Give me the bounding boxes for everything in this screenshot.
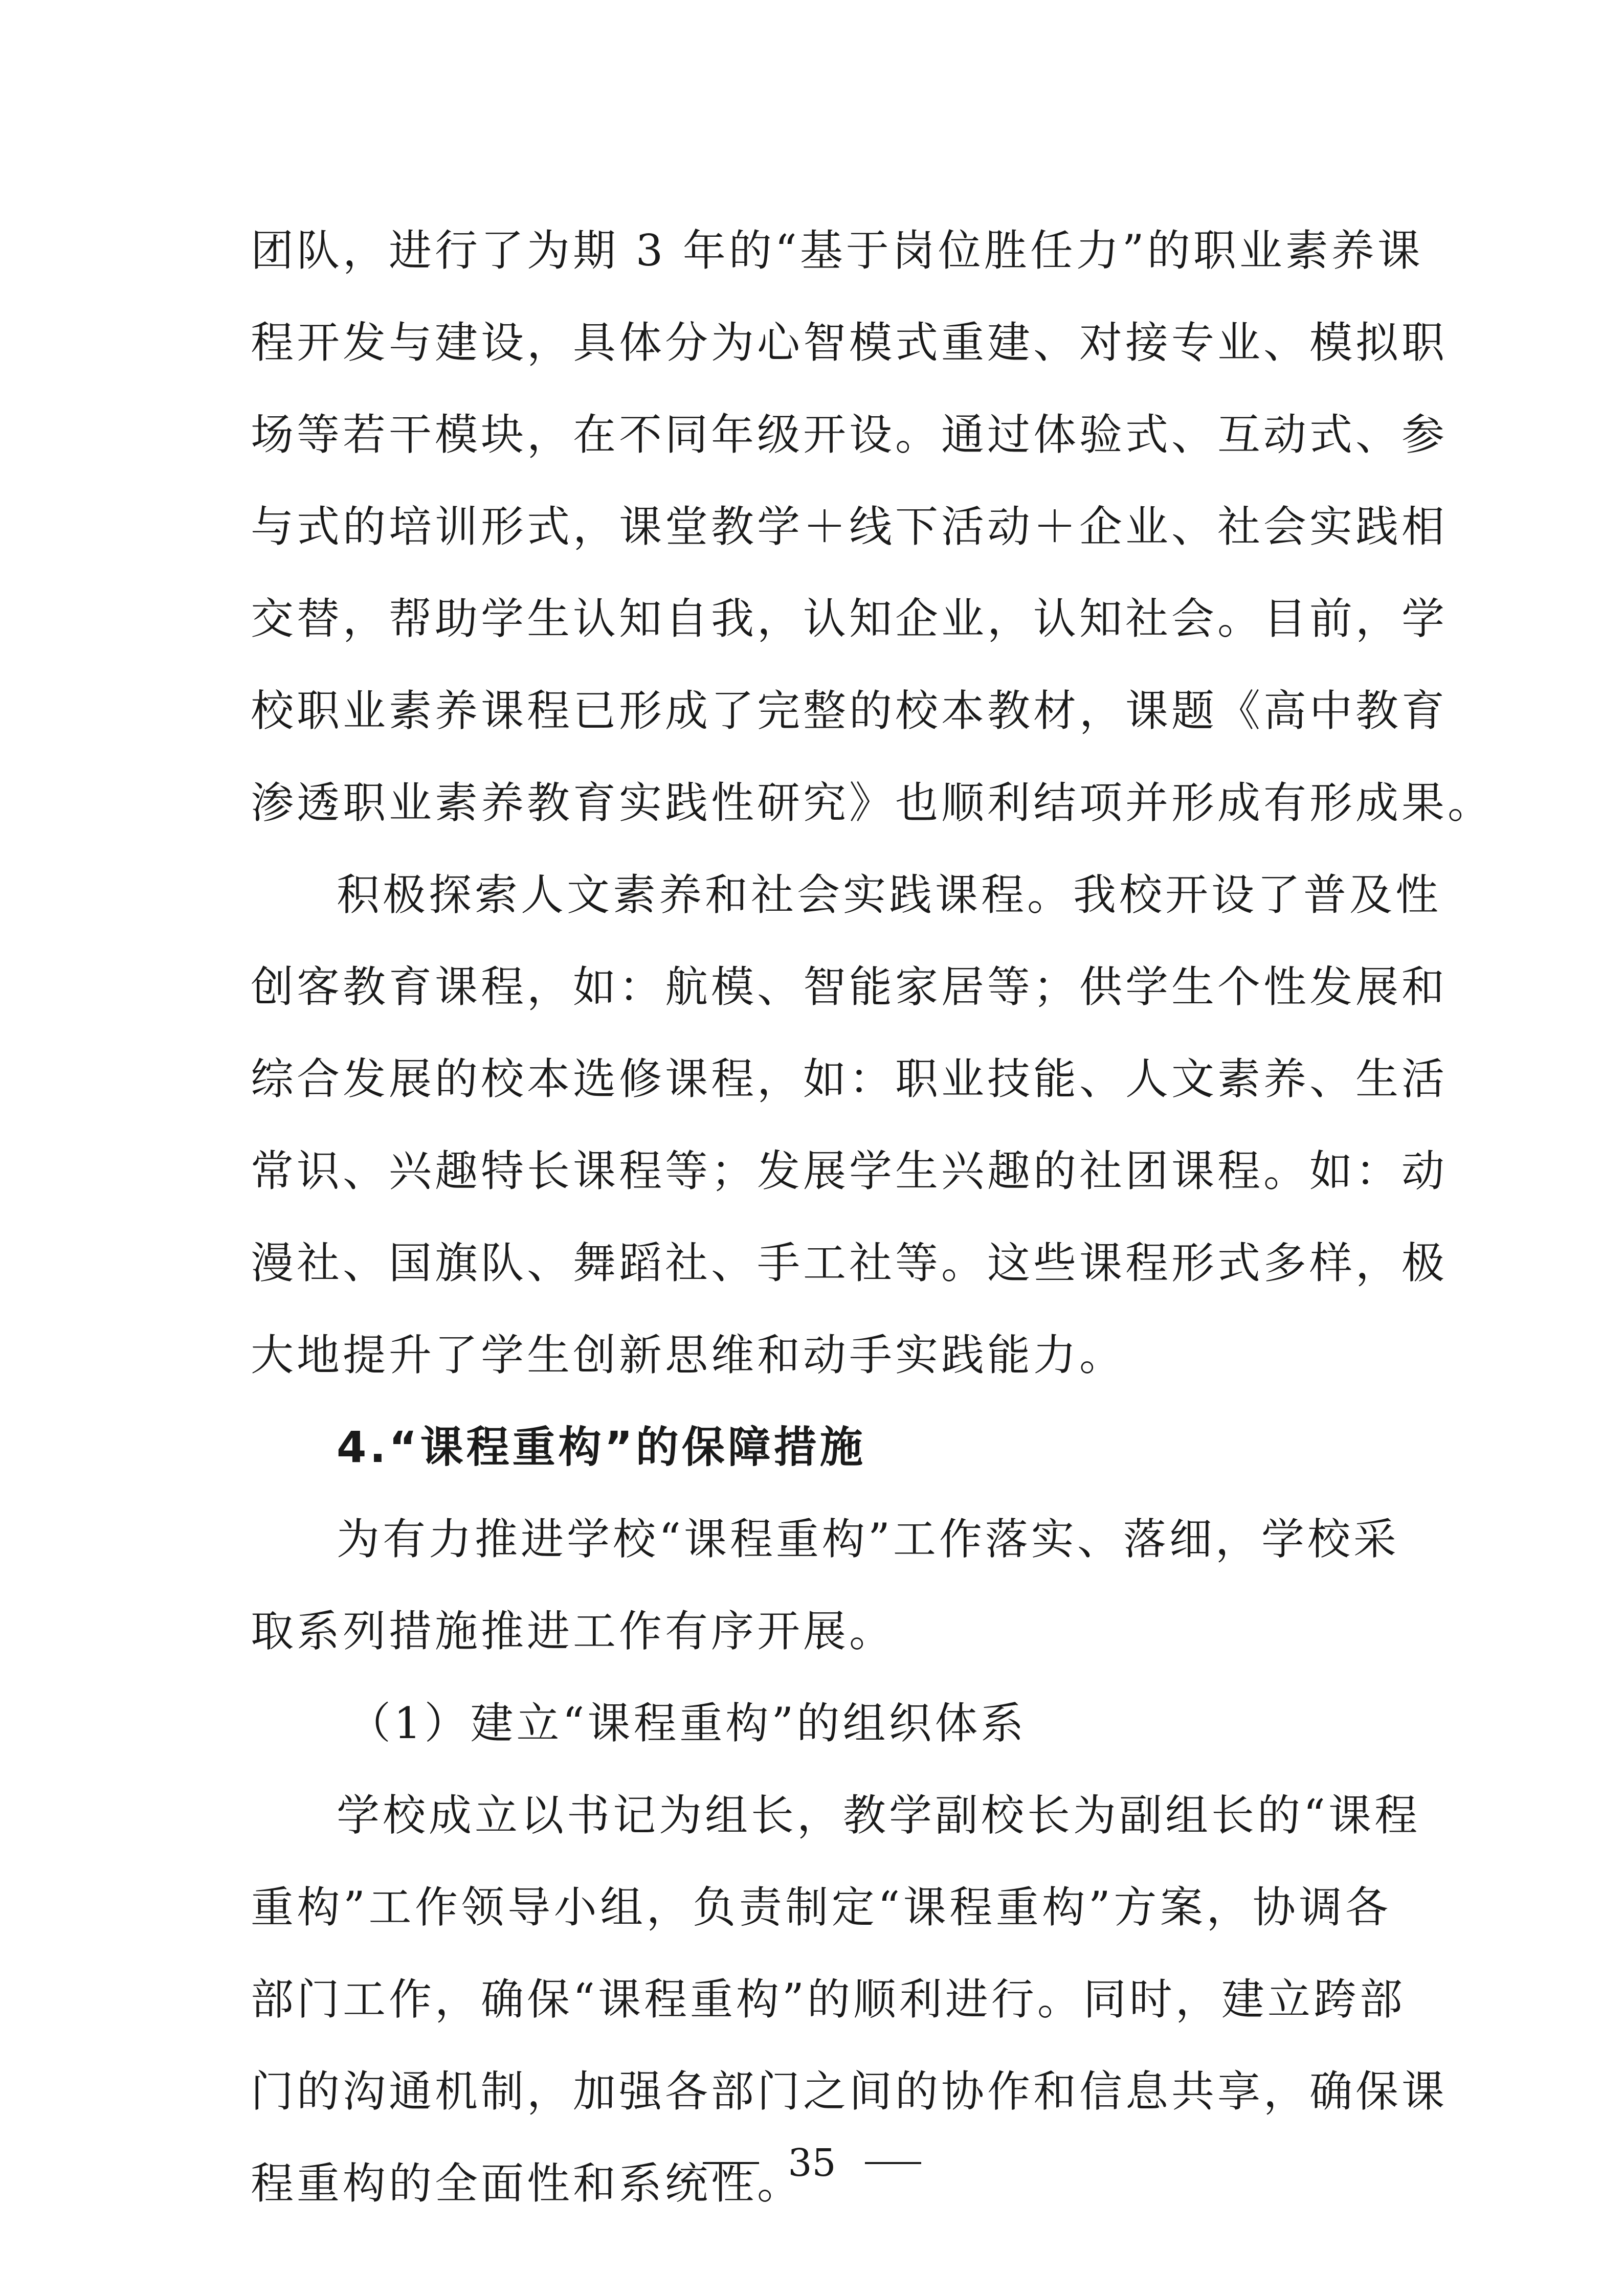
paragraph-line: 大地提升了学生创新思维和动手实践能力。 xyxy=(251,1330,1126,1380)
footer-dash-right xyxy=(865,2162,921,2164)
body-text xyxy=(251,205,1494,2230)
paragraph-line: 部门工作，确保“课程重构”的顺利进行。同时，建立跨部 xyxy=(251,1974,1406,2024)
paragraph-line: 团队，进行了为期 3 年的“基于岗位胜任力”的职业素养课 xyxy=(251,226,1423,276)
paragraph-line: 场等若干模块，在不同年级开设。通过体验式、互动式、参 xyxy=(251,410,1448,460)
paragraph-line: 程重构的全面性和系统性。 xyxy=(251,2158,804,2209)
paragraph-line: 为有力推进学校“课程重构”工作落实、落细，学校采 xyxy=(337,1514,1399,1564)
paragraph-line: 与式的培训形式，课堂教学＋线下活动＋企业、社会实践相 xyxy=(251,502,1448,552)
paragraph-line: 重构”工作领导小组，负责制定“课程重构”方案，协调各 xyxy=(251,1882,1391,1932)
paragraph-line: 创客教育课程，如：航模、智能家居等；供学生个性发展和 xyxy=(251,962,1448,1012)
paragraph-line: 门的沟通机制，加强各部门之间的协作和信息共享，确保课 xyxy=(251,2066,1448,2117)
paragraph-line: 漫社、国旗队、舞蹈社、手工社等。这些课程形式多样，极 xyxy=(251,1238,1448,1288)
paragraph-line: 积极探索人文素养和社会实践课程。我校开设了普及性 xyxy=(337,870,1442,920)
footer-dash-left xyxy=(703,2162,759,2164)
paragraph-line: 取系列措施推进工作有序开展。 xyxy=(251,1606,896,1656)
paragraph-line: 校职业素养课程已形成了完整的校本教材，课题《高中教育 xyxy=(251,686,1448,736)
section-heading: 4.“课程重构”的保障措施 xyxy=(337,1422,866,1472)
subsection-heading: （1）建立“课程重构”的组织体系 xyxy=(348,1698,1027,1748)
paragraph-line: 学校成立以书记为组长，教学副校长为副组长的“课程 xyxy=(337,1790,1420,1840)
paragraph-line: 常识、兴趣特长课程等；发展学生兴趣的社团课程。如：动 xyxy=(251,1146,1448,1196)
paragraph-line: 程开发与建设，具体分为心智模式重建、对接专业、模拟职 xyxy=(251,318,1448,368)
paragraph-line: 综合发展的校本选修课程，如：职业技能、人文素养、生活 xyxy=(251,1054,1448,1104)
page-number: 35 xyxy=(788,2141,836,2185)
page-footer xyxy=(0,2137,1624,2189)
paragraph-line: 交替，帮助学生认知自我，认知企业，认知社会。目前，学 xyxy=(251,594,1448,644)
paragraph-line: 渗透职业素养教育实践性研究》也顺利结项并形成有形成果。 xyxy=(251,778,1494,828)
